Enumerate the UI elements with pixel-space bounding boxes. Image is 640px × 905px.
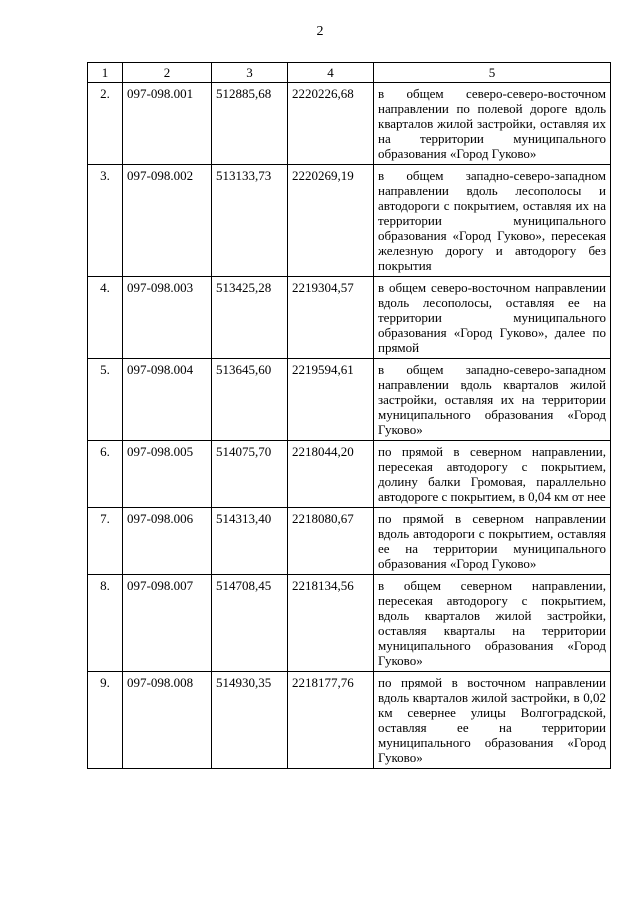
table-row bbox=[88, 575, 611, 672]
coordinate-x: 513133,73 bbox=[212, 165, 288, 277]
coordinate-y: 2220269,19 bbox=[288, 165, 374, 277]
coordinate-x: 514708,45 bbox=[212, 575, 288, 672]
coordinate-x: 512885,68 bbox=[212, 83, 288, 165]
column-header-4: 4 bbox=[288, 63, 374, 83]
row-number: 5. bbox=[88, 359, 123, 441]
row-number: 4. bbox=[88, 277, 123, 359]
coordinate-y: 2219594,61 bbox=[288, 359, 374, 441]
row-number: 9. bbox=[88, 672, 123, 769]
segment-code: 097-098.008 bbox=[123, 672, 212, 769]
coordinate-x: 513645,60 bbox=[212, 359, 288, 441]
column-header-1: 1 bbox=[88, 63, 123, 83]
boundary-description: в общем северном направлении, пересекая автодорогу с покрытием, вдоль кварталов жилой застройки, оставляя кварталы на территории муниципального образования «Город Гуково» bbox=[374, 575, 611, 672]
coordinate-y: 2218044,20 bbox=[288, 441, 374, 508]
coordinate-y: 2218134,56 bbox=[288, 575, 374, 672]
row-number: 2. bbox=[88, 83, 123, 165]
boundary-description: в общем северо-северо-восточном направлении по полевой дороге вдоль кварталов жилой застройки, оставляя их на территории муниципального образования «Город Гуково» bbox=[374, 83, 611, 165]
row-number: 6. bbox=[88, 441, 123, 508]
page-number: 2 bbox=[316, 24, 324, 39]
column-header-2: 2 bbox=[123, 63, 212, 83]
segment-code: 097-098.006 bbox=[123, 508, 212, 575]
boundary-description: по прямой в восточном направлении вдоль кварталов жилой застройки, в 0,02 км севернее улицы Волгоградской, оставляя ее на территории муниципального образования «Город Гуково» bbox=[374, 672, 611, 769]
segment-code: 097-098.001 bbox=[123, 83, 212, 165]
boundary-description: в общем западно-северо-западном направлении вдоль кварталов жилой застройки, оставляя их на территории муниципального образования «Город Гуково» bbox=[374, 359, 611, 441]
segment-code: 097-098.007 bbox=[123, 575, 212, 672]
table-row bbox=[88, 441, 611, 508]
table-row bbox=[88, 672, 611, 769]
coordinate-x: 514930,35 bbox=[212, 672, 288, 769]
column-header-5: 5 bbox=[374, 63, 611, 83]
segment-code: 097-098.004 bbox=[123, 359, 212, 441]
coordinate-y: 2220226,68 bbox=[288, 83, 374, 165]
boundary-description: по прямой в северном направлении, пересекая автодорогу с покрытием, долину балки Громовая, параллельно автодороге с покрытием, в 0,04 км от нее bbox=[374, 441, 611, 508]
coordinate-x: 514313,40 bbox=[212, 508, 288, 575]
boundary-description: по прямой в северном направлении вдоль автодороги с покрытием, оставляя ее на территории муниципального образования «Город Гуково» bbox=[374, 508, 611, 575]
row-number: 7. bbox=[88, 508, 123, 575]
row-number: 3. bbox=[88, 165, 123, 277]
boundary-description: в общем западно-северо-западном направлении вдоль лесополосы и автодороги с покрытием, оставляя их на территории муниципального образования «Город Гуково», пересекая железную дорогу и автодорогу без покрытия bbox=[374, 165, 611, 277]
coordinate-x: 513425,28 bbox=[212, 277, 288, 359]
coordinate-y: 2218080,67 bbox=[288, 508, 374, 575]
coordinate-y: 2219304,57 bbox=[288, 277, 374, 359]
table-row bbox=[88, 359, 611, 441]
coordinate-y: 2218177,76 bbox=[288, 672, 374, 769]
segment-code: 097-098.003 bbox=[123, 277, 212, 359]
table-row bbox=[88, 508, 611, 575]
table-row bbox=[88, 165, 611, 277]
column-header-3: 3 bbox=[212, 63, 288, 83]
coordinate-x: 514075,70 bbox=[212, 441, 288, 508]
boundary-table bbox=[87, 62, 611, 769]
row-number: 8. bbox=[88, 575, 123, 672]
table-row bbox=[88, 83, 611, 165]
segment-code: 097-098.005 bbox=[123, 441, 212, 508]
boundary-description: в общем северо-восточном направлении вдоль лесополосы, оставляя ее на территории муниципального образования «Город Гуково», далее по прямой bbox=[374, 277, 611, 359]
segment-code: 097-098.002 bbox=[123, 165, 212, 277]
table-row bbox=[88, 277, 611, 359]
table-header-row bbox=[88, 63, 611, 83]
